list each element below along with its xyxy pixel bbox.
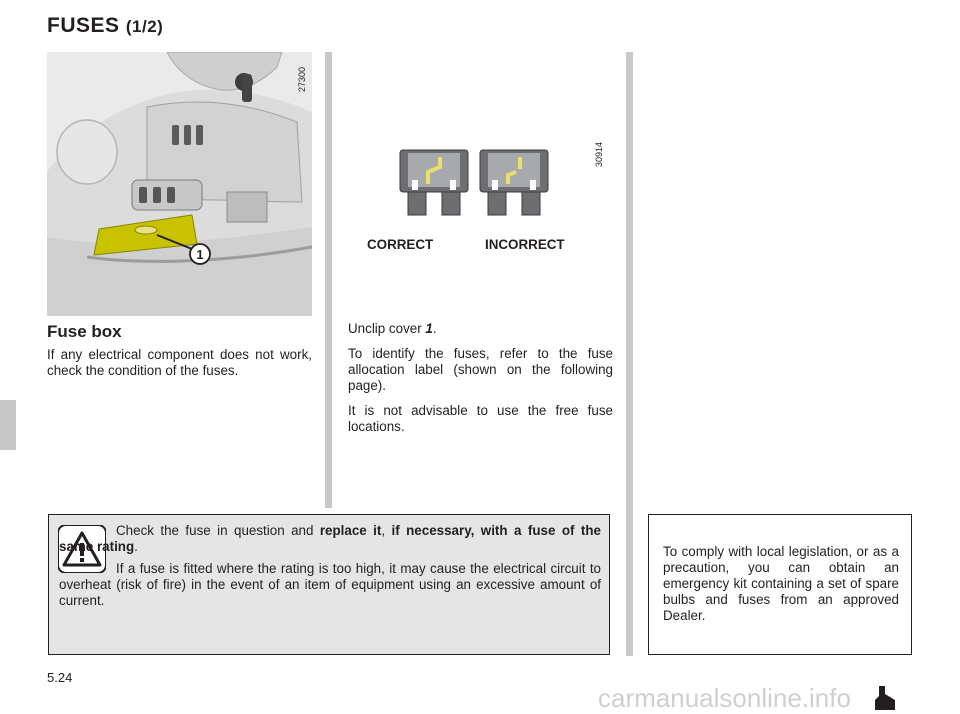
title-suffix: (1/2) — [125, 17, 164, 36]
diagram-reference-number: 30914 — [594, 141, 604, 167]
fusebox-heading: Fuse box — [47, 322, 122, 341]
instruction-identify: To identify the fuses, refer to the fuse allocation label (shown on the following page). — [348, 346, 613, 393]
legal-note-box — [648, 514, 912, 655]
instruction-free-locations: It is not advisable to use the free fuse locations. — [348, 403, 613, 434]
photo-callout-number: 1 — [196, 247, 204, 262]
dashboard-fuse-cover-photo — [47, 52, 312, 316]
instruction-unclip-text: Unclip cover — [348, 321, 426, 336]
chapter-tab — [0, 400, 16, 450]
page-title — [47, 14, 163, 38]
warning-p1-b: replace it — [319, 523, 382, 538]
corner-marker-icon — [875, 686, 895, 710]
title-main: FUSES — [47, 14, 120, 37]
label-correct: CORRECT — [367, 237, 434, 252]
correct-fuse-icon — [400, 150, 468, 215]
column-divider-right — [626, 52, 633, 656]
instruction-unclip-end: . — [432, 321, 437, 336]
photo-reference-number: 27300 — [297, 66, 307, 92]
instruction-unclip — [348, 321, 613, 337]
column-divider-left — [325, 52, 332, 508]
warning-text — [59, 523, 601, 615]
warning-p1-c: , — [381, 523, 392, 538]
page-number: 5.24 — [47, 670, 73, 685]
warning-box — [48, 514, 610, 655]
fusebox-text: If any electrical component does not work, check the condition of the fuses. — [47, 347, 312, 378]
warning-paragraph-1 — [59, 523, 601, 555]
instructions — [348, 321, 613, 444]
label-incorrect: INCORRECT — [485, 237, 565, 252]
legal-note-text: To comply with local legislation, or as a precaution, you can obtain an emergency kit containing a set of spare bulbs and fuses from an approved Dealer. — [663, 544, 899, 623]
warning-p1-a: Check the fuse in question and — [116, 523, 320, 538]
fuse-diagram — [348, 135, 613, 260]
warning-p1-e: . — [134, 539, 138, 554]
cover-reference: 1 — [425, 321, 433, 336]
warning-p1-d: if necessary, with a fuse of the same rating — [59, 523, 601, 554]
warning-paragraph-2: If a fuse is fitted where the rating is too high, it may cause the electrical circuit to overheat (risk of fire) in the event of an item of equipment using an excessive amount of current. — [59, 561, 601, 608]
incorrect-fuse-icon — [480, 150, 548, 215]
watermark: carmanualsonline.info — [598, 683, 851, 713]
